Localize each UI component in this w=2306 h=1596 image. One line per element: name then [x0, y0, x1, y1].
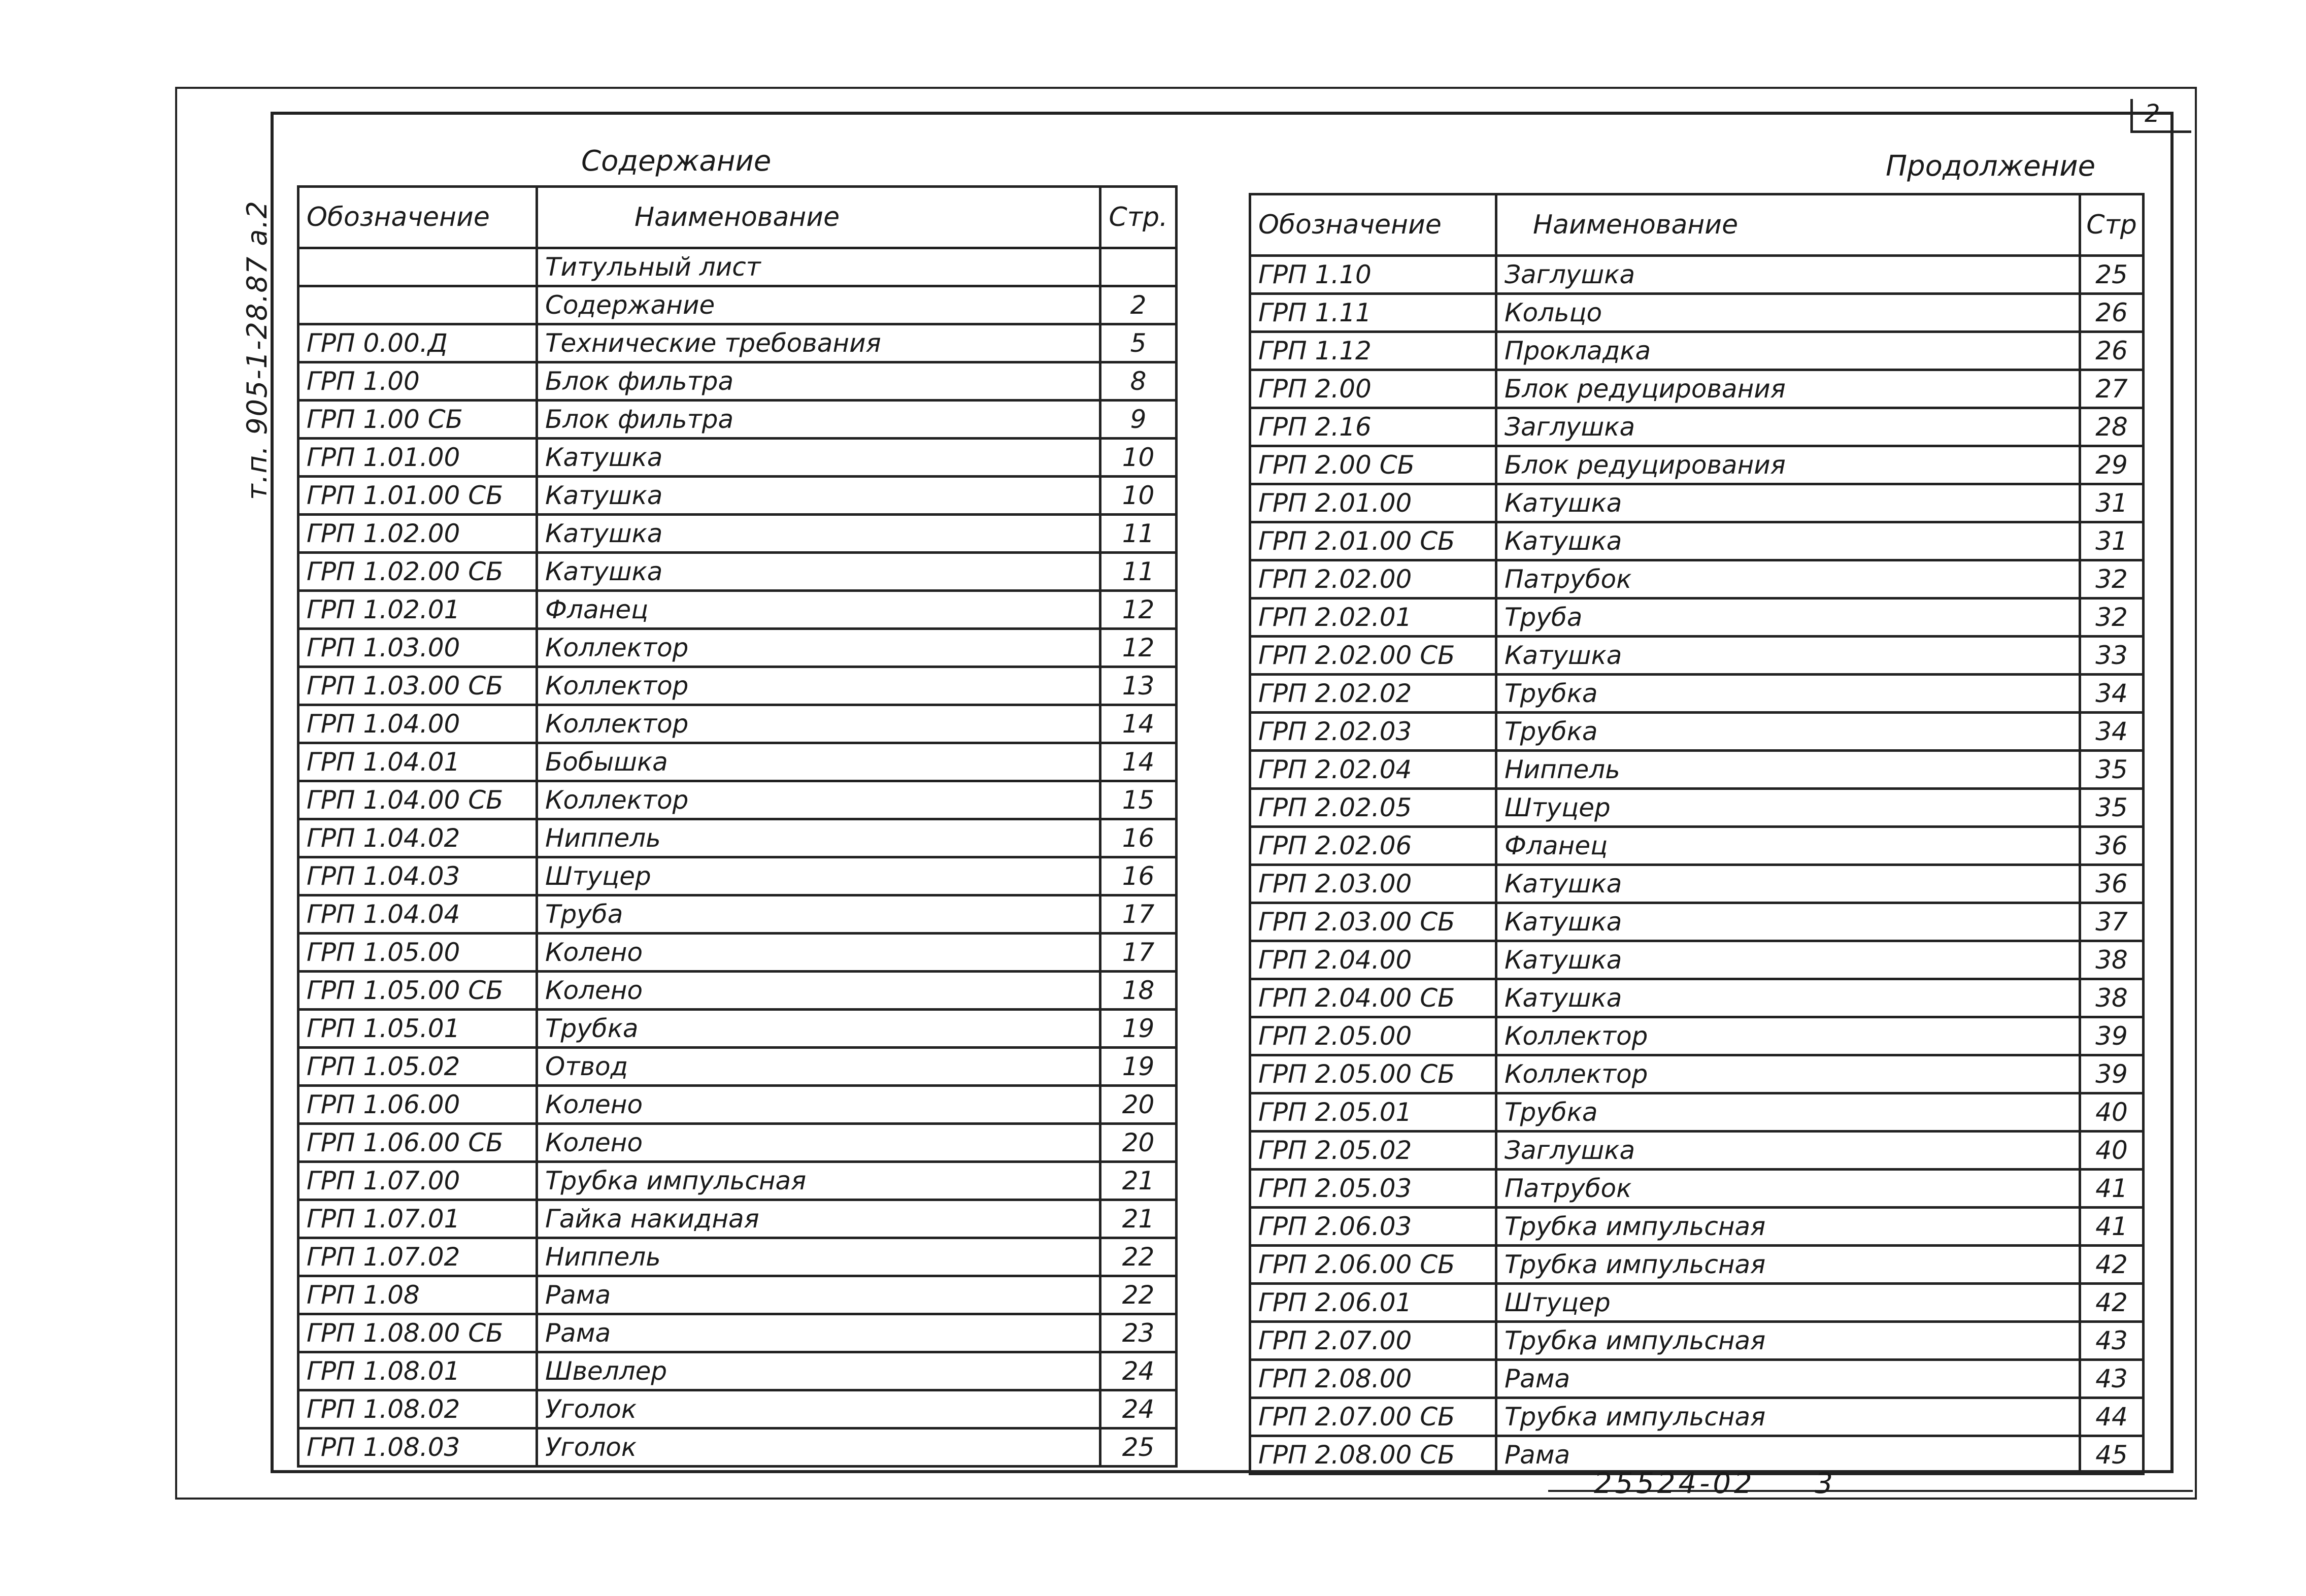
table-row — [1250, 827, 2144, 865]
row-page: 34 — [2080, 675, 2144, 713]
table-row — [1250, 1246, 2144, 1284]
row-page: 38 — [2080, 941, 2144, 979]
row-page: 22 — [1100, 1238, 1177, 1276]
table-row — [298, 401, 1177, 439]
row-designation: ГРП 1.07.01 — [298, 1200, 537, 1238]
row-page: 26 — [2080, 294, 2144, 332]
row-name: Коллектор — [1496, 1055, 2080, 1093]
row-designation: ГРП 1.06.00 СБ — [298, 1124, 537, 1162]
row-designation: ГРП 1.08.03 — [298, 1428, 537, 1467]
table-row — [298, 286, 1177, 324]
row-designation: ГРП 2.05.01 — [1250, 1093, 1496, 1132]
row-page: 14 — [1100, 743, 1177, 781]
row-name: Рама — [537, 1314, 1100, 1352]
table-row — [298, 934, 1177, 972]
row-designation: ГРП 1.10 — [1250, 256, 1496, 294]
table-row — [1250, 713, 2144, 751]
table-row — [1250, 560, 2144, 598]
row-name: Трубка — [1496, 713, 2080, 751]
row-page: 12 — [1100, 629, 1177, 667]
table-row — [298, 477, 1177, 515]
row-page: 11 — [1100, 553, 1177, 591]
table-row — [1250, 637, 2144, 675]
row-page: 20 — [1100, 1086, 1177, 1124]
row-name: Технические требования — [537, 324, 1100, 362]
row-name: Трубка — [1496, 1093, 2080, 1132]
row-designation: ГРП 1.07.00 — [298, 1162, 537, 1200]
table-row — [1250, 789, 2144, 827]
table-row — [298, 324, 1177, 362]
table-row — [1250, 1398, 2144, 1436]
row-designation — [298, 286, 537, 324]
row-page: 40 — [2080, 1093, 2144, 1132]
row-page: 12 — [1100, 591, 1177, 629]
row-page: 19 — [1100, 1048, 1177, 1086]
row-designation: ГРП 1.01.00 СБ — [298, 477, 537, 515]
row-page: 9 — [1100, 401, 1177, 439]
row-page: 22 — [1100, 1276, 1177, 1314]
row-name: Труба — [537, 895, 1100, 934]
row-designation: ГРП 1.05.00 — [298, 934, 537, 972]
row-name: Уголок — [537, 1390, 1100, 1428]
row-name: Катушка — [537, 515, 1100, 553]
row-page: 11 — [1100, 515, 1177, 553]
row-name: Трубка — [1496, 675, 2080, 713]
row-page: 35 — [2080, 751, 2144, 789]
row-name: Кольцо — [1496, 294, 2080, 332]
table-row — [1250, 675, 2144, 713]
table-row — [298, 362, 1177, 401]
header-page: Стр. — [1100, 187, 1177, 248]
row-page: 24 — [1100, 1390, 1177, 1428]
row-page: 17 — [1100, 895, 1177, 934]
table-row — [1250, 1055, 2144, 1093]
table-row — [298, 439, 1177, 477]
row-name: Колено — [537, 934, 1100, 972]
table-row — [1250, 408, 2144, 446]
row-page: 5 — [1100, 324, 1177, 362]
row-page: 41 — [2080, 1208, 2144, 1246]
contents-title: Содержание — [581, 145, 772, 178]
row-name: Заглушка — [1496, 408, 2080, 446]
row-name: Швеллер — [537, 1352, 1100, 1390]
row-page: 43 — [2080, 1322, 2144, 1360]
row-name: Катушка — [1496, 484, 2080, 522]
table-row — [298, 1162, 1177, 1200]
row-designation: ГРП 2.02.00 — [1250, 560, 1496, 598]
row-designation: ГРП 2.02.03 — [1250, 713, 1496, 751]
row-designation: ГРП 1.06.00 — [298, 1086, 537, 1124]
row-name: Коллектор — [537, 667, 1100, 705]
row-name: Блок редуцирования — [1496, 446, 2080, 484]
table-header-row — [1250, 194, 2144, 256]
row-designation: ГРП 2.01.00 СБ — [1250, 522, 1496, 560]
row-page — [1100, 248, 1177, 286]
row-designation: ГРП 2.00 СБ — [1250, 446, 1496, 484]
row-designation: ГРП 2.16 — [1250, 408, 1496, 446]
row-designation: ГРП 2.06.01 — [1250, 1284, 1496, 1322]
row-page: 42 — [2080, 1284, 2144, 1322]
row-name: Ниппель — [537, 819, 1100, 857]
table-row — [1250, 1322, 2144, 1360]
table-row — [1250, 903, 2144, 941]
row-name: Прокладка — [1496, 332, 2080, 370]
row-designation: ГРП 1.08 — [298, 1276, 537, 1314]
row-designation: ГРП 1.02.00 СБ — [298, 553, 537, 591]
row-name: Коллектор — [537, 629, 1100, 667]
row-page: 29 — [2080, 446, 2144, 484]
row-page: 31 — [2080, 522, 2144, 560]
row-name: Колено — [537, 1086, 1100, 1124]
table-row — [298, 819, 1177, 857]
row-name: Трубка импульсная — [1496, 1246, 2080, 1284]
table-row — [298, 1390, 1177, 1428]
table-row — [1250, 865, 2144, 903]
table-row — [298, 1314, 1177, 1352]
row-name: Блок фильтра — [537, 362, 1100, 401]
row-designation: ГРП 1.05.00 СБ — [298, 972, 537, 1010]
table-row — [1250, 979, 2144, 1017]
table-row — [298, 1200, 1177, 1238]
row-page: 36 — [2080, 827, 2144, 865]
row-page: 39 — [2080, 1055, 2144, 1093]
row-name: Рама — [1496, 1360, 2080, 1398]
row-page: 25 — [2080, 256, 2144, 294]
row-designation: ГРП 1.08.02 — [298, 1390, 537, 1428]
row-name: Штуцер — [1496, 789, 2080, 827]
table-row — [1250, 1017, 2144, 1055]
table-row — [1250, 446, 2144, 484]
row-name: Титульный лист — [537, 248, 1100, 286]
row-designation: ГРП 1.04.00 — [298, 705, 537, 743]
row-page: 25 — [1100, 1428, 1177, 1467]
table-row — [298, 895, 1177, 934]
row-name: Катушка — [1496, 979, 2080, 1017]
row-page: 45 — [2080, 1436, 2144, 1474]
row-name: Рама — [1496, 1436, 2080, 1474]
row-designation: ГРП 1.01.00 — [298, 439, 537, 477]
table-row — [298, 515, 1177, 553]
table-row — [298, 1048, 1177, 1086]
row-page: 24 — [1100, 1352, 1177, 1390]
table-row — [1250, 294, 2144, 332]
row-designation: ГРП 2.02.04 — [1250, 751, 1496, 789]
row-page: 17 — [1100, 934, 1177, 972]
row-page: 18 — [1100, 972, 1177, 1010]
row-designation: ГРП 1.02.00 — [298, 515, 537, 553]
row-page: 21 — [1100, 1162, 1177, 1200]
table-row — [1250, 1360, 2144, 1398]
table-header-row — [298, 187, 1177, 248]
table-row — [298, 781, 1177, 819]
row-designation: ГРП 1.05.02 — [298, 1048, 537, 1086]
table-row — [298, 629, 1177, 667]
row-designation: ГРП 2.03.00 СБ — [1250, 903, 1496, 941]
row-designation: ГРП 1.03.00 СБ — [298, 667, 537, 705]
table-row — [1250, 1170, 2144, 1208]
row-designation: ГРП 1.12 — [1250, 332, 1496, 370]
row-name: Катушка — [1496, 522, 2080, 560]
row-name: Труба — [1496, 598, 2080, 637]
footer-doc-number — [1594, 1467, 1836, 1500]
row-designation: ГРП 1.02.01 — [298, 591, 537, 629]
table-row — [1250, 1093, 2144, 1132]
header-name: Наименование — [537, 187, 1100, 248]
table-row — [1250, 484, 2144, 522]
row-designation: ГРП 2.05.03 — [1250, 1170, 1496, 1208]
doc-number: 25524-02 — [1594, 1467, 1755, 1500]
table-row — [298, 1352, 1177, 1390]
row-name: Катушка — [537, 477, 1100, 515]
table-row — [1250, 598, 2144, 637]
row-page: 2 — [1100, 286, 1177, 324]
table-row — [1250, 522, 2144, 560]
row-name: Уголок — [537, 1428, 1100, 1467]
row-name: Ниппель — [537, 1238, 1100, 1276]
row-name: Катушка — [537, 553, 1100, 591]
row-name: Штуцер — [537, 857, 1100, 895]
row-page: 8 — [1100, 362, 1177, 401]
row-name: Катушка — [1496, 903, 2080, 941]
table-row — [298, 743, 1177, 781]
row-designation: ГРП 2.04.00 СБ — [1250, 979, 1496, 1017]
page-number-box — [2130, 99, 2191, 133]
table-row — [1250, 1132, 2144, 1170]
row-designation: ГРП 2.02.02 — [1250, 675, 1496, 713]
table-row — [1250, 1208, 2144, 1246]
row-page: 20 — [1100, 1124, 1177, 1162]
row-page: 16 — [1100, 857, 1177, 895]
table-row — [298, 972, 1177, 1010]
table-row — [298, 1124, 1177, 1162]
row-designation: ГРП 1.04.04 — [298, 895, 537, 934]
row-designation: ГРП 1.04.03 — [298, 857, 537, 895]
row-designation: ГРП 1.05.01 — [298, 1010, 537, 1048]
table-row — [298, 857, 1177, 895]
row-designation: ГРП 2.07.00 СБ — [1250, 1398, 1496, 1436]
table-row — [298, 553, 1177, 591]
row-name: Коллектор — [537, 781, 1100, 819]
row-designation: ГРП 2.07.00 — [1250, 1322, 1496, 1360]
row-page: 31 — [2080, 484, 2144, 522]
row-name: Ниппель — [1496, 751, 2080, 789]
row-page: 14 — [1100, 705, 1177, 743]
row-name: Трубка импульсная — [537, 1162, 1100, 1200]
row-page: 10 — [1100, 477, 1177, 515]
row-page: 19 — [1100, 1010, 1177, 1048]
row-name: Заглушка — [1496, 1132, 2080, 1170]
table-row — [298, 1428, 1177, 1467]
table-row — [298, 1238, 1177, 1276]
row-name: Заглушка — [1496, 256, 2080, 294]
row-designation: ГРП 2.04.00 — [1250, 941, 1496, 979]
row-page: 43 — [2080, 1360, 2144, 1398]
row-name: Бобышка — [537, 743, 1100, 781]
row-name: Трубка импульсная — [1496, 1398, 2080, 1436]
row-designation: ГРП 1.00 — [298, 362, 537, 401]
row-page: 40 — [2080, 1132, 2144, 1170]
row-page: 36 — [2080, 865, 2144, 903]
table-row — [1250, 256, 2144, 294]
row-page: 41 — [2080, 1170, 2144, 1208]
table-row — [1250, 1284, 2144, 1322]
row-designation: ГРП 1.04.00 СБ — [298, 781, 537, 819]
table-row — [298, 1010, 1177, 1048]
row-designation: ГРП 1.04.02 — [298, 819, 537, 857]
row-designation: ГРП 2.08.00 СБ — [1250, 1436, 1496, 1474]
row-designation: ГРП 2.02.00 СБ — [1250, 637, 1496, 675]
row-designation: ГРП 1.03.00 — [298, 629, 537, 667]
row-designation: ГРП 2.05.02 — [1250, 1132, 1496, 1170]
table-row — [1250, 751, 2144, 789]
row-page: 34 — [2080, 713, 2144, 751]
continuation-title: Продолжение — [1886, 150, 2096, 183]
row-name: Катушка — [537, 439, 1100, 477]
row-page: 16 — [1100, 819, 1177, 857]
row-designation: ГРП 2.03.00 — [1250, 865, 1496, 903]
header-name: Наименование — [1496, 194, 2080, 256]
row-name: Катушка — [1496, 865, 2080, 903]
header-page: Стр — [2080, 194, 2144, 256]
row-page: 21 — [1100, 1200, 1177, 1238]
row-designation: ГРП 0.00.Д — [298, 324, 537, 362]
contents-table-right — [1249, 193, 2145, 1475]
row-designation: ГРП 2.02.06 — [1250, 827, 1496, 865]
row-name: Рама — [537, 1276, 1100, 1314]
table-row — [1250, 370, 2144, 408]
row-designation: ГРП 2.05.00 СБ — [1250, 1055, 1496, 1093]
header-designation: Обозначение — [1250, 194, 1496, 256]
table-row — [1250, 332, 2144, 370]
row-name: Катушка — [1496, 637, 2080, 675]
table-row — [1250, 941, 2144, 979]
row-name: Блок редуцирования — [1496, 370, 2080, 408]
row-designation: ГРП 2.00 — [1250, 370, 1496, 408]
table-row — [298, 667, 1177, 705]
contents-table-left — [297, 185, 1178, 1468]
table-row — [298, 1276, 1177, 1314]
row-page: 39 — [2080, 1017, 2144, 1055]
row-designation: ГРП 2.02.05 — [1250, 789, 1496, 827]
row-page: 28 — [2080, 408, 2144, 446]
vertical-document-code: т.п. 905-1-28.87 а.2 — [241, 200, 273, 500]
row-name: Колено — [537, 972, 1100, 1010]
page-number: 2 — [2145, 99, 2160, 128]
row-name: Фланец — [1496, 827, 2080, 865]
table-row — [298, 248, 1177, 286]
row-page: 13 — [1100, 667, 1177, 705]
row-name: Содержание — [537, 286, 1100, 324]
row-page: 26 — [2080, 332, 2144, 370]
row-page: 27 — [2080, 370, 2144, 408]
row-name: Коллектор — [1496, 1017, 2080, 1055]
row-page: 38 — [2080, 979, 2144, 1017]
row-page: 42 — [2080, 1246, 2144, 1284]
row-designation — [298, 248, 537, 286]
row-page: 23 — [1100, 1314, 1177, 1352]
row-page: 10 — [1100, 439, 1177, 477]
row-name: Колено — [537, 1124, 1100, 1162]
row-designation: ГРП 1.08.00 СБ — [298, 1314, 537, 1352]
row-designation: ГРП 1.08.01 — [298, 1352, 537, 1390]
row-name: Гайка накидная — [537, 1200, 1100, 1238]
row-page: 35 — [2080, 789, 2144, 827]
table-row — [298, 1086, 1177, 1124]
row-name: Блок фильтра — [537, 401, 1100, 439]
row-designation: ГРП 2.08.00 — [1250, 1360, 1496, 1398]
row-name: Трубка импульсная — [1496, 1322, 2080, 1360]
row-designation: ГРП 2.01.00 — [1250, 484, 1496, 522]
sheet-number: 3 — [1815, 1467, 1836, 1500]
row-page: 32 — [2080, 560, 2144, 598]
row-page: 15 — [1100, 781, 1177, 819]
row-page: 37 — [2080, 903, 2144, 941]
row-designation: ГРП 1.11 — [1250, 294, 1496, 332]
row-name: Катушка — [1496, 941, 2080, 979]
row-page: 32 — [2080, 598, 2144, 637]
header-designation: Обозначение — [298, 187, 537, 248]
row-page: 44 — [2080, 1398, 2144, 1436]
row-page: 33 — [2080, 637, 2144, 675]
row-designation: ГРП 2.05.00 — [1250, 1017, 1496, 1055]
row-name: Отвод — [537, 1048, 1100, 1086]
row-name: Трубка — [537, 1010, 1100, 1048]
row-name: Фланец — [537, 591, 1100, 629]
table-row — [298, 705, 1177, 743]
row-name: Патрубок — [1496, 1170, 2080, 1208]
table-row — [298, 591, 1177, 629]
row-name: Штуцер — [1496, 1284, 2080, 1322]
row-designation: ГРП 1.04.01 — [298, 743, 537, 781]
row-designation: ГРП 2.06.03 — [1250, 1208, 1496, 1246]
row-name: Трубка импульсная — [1496, 1208, 2080, 1246]
row-designation: ГРП 1.00 СБ — [298, 401, 537, 439]
row-designation: ГРП 2.06.00 СБ — [1250, 1246, 1496, 1284]
row-designation: ГРП 2.02.01 — [1250, 598, 1496, 637]
row-name: Патрубок — [1496, 560, 2080, 598]
row-designation: ГРП 1.07.02 — [298, 1238, 537, 1276]
row-name: Коллектор — [537, 705, 1100, 743]
